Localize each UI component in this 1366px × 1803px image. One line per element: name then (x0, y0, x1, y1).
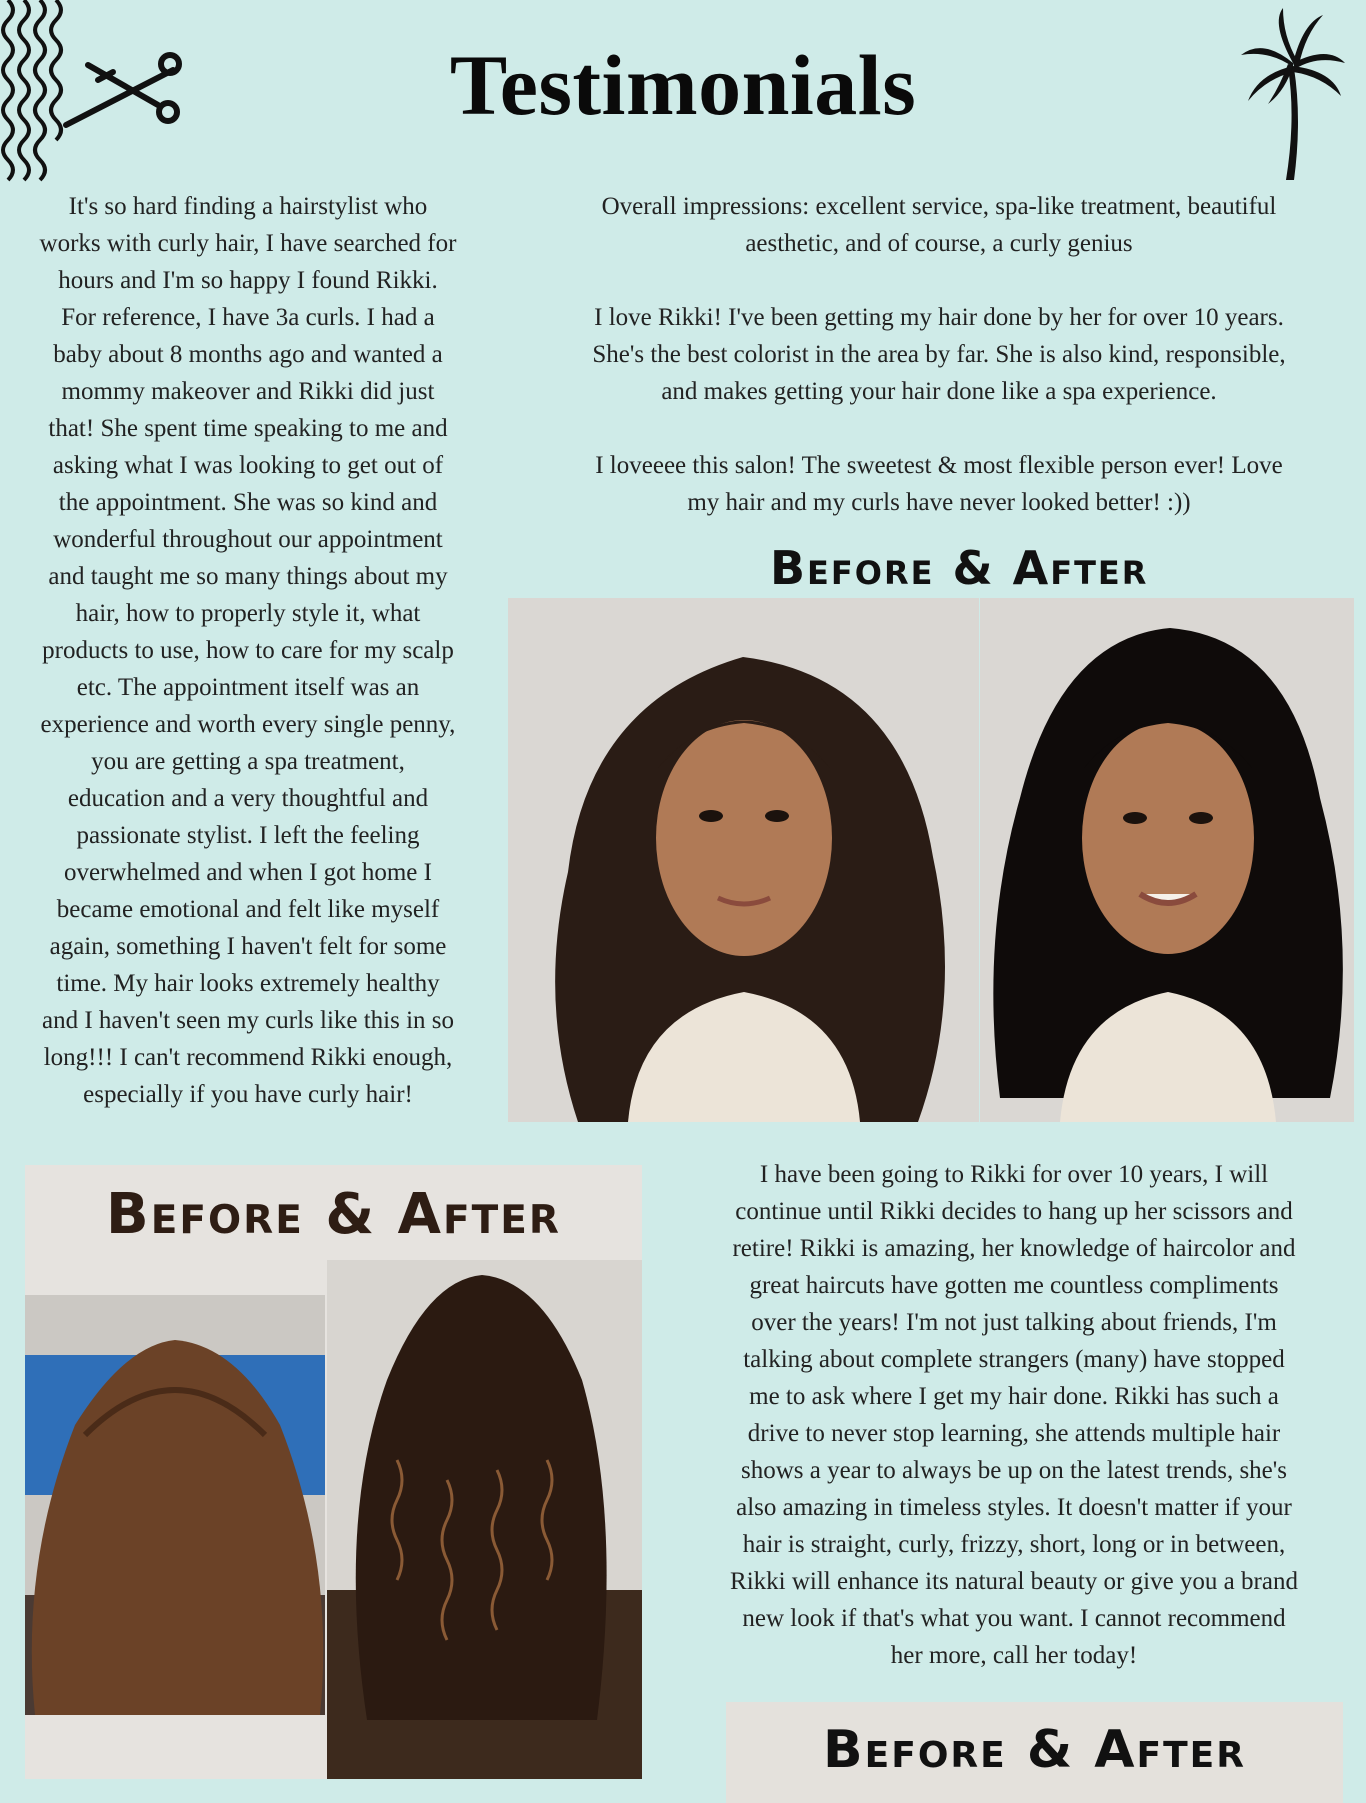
before-after-panel (726, 1702, 1343, 1803)
testimonial-ten-years: I have been going to Rikki for over 10 years, I will continue until Rikki decides to hang up her scissors and retire! Rikki is amazing, her knowledge of haircolor and great haircuts have gotten me countless compliments over the years! I'm not just talking about friends, I'm talking about complete strangers (many) have stopped me to ask where I get my hair done. Rikki has such a drive to never stop learning, she attends multiple hair shows a year to always be up on the latest trends, she's also amazing in timeless styles. It doesn't matter if your hair is straight, curly, frizzy, short, long or in between, Rikki will enhance its natural beauty or give you a brand new look if that's what you want. I cannot recommend her more, call her today! (730, 1161, 1298, 1669)
before-after-heading: Before & After (823, 1720, 1246, 1780)
testimonial-salon: I loveeee this salon! The sweetest & most flexible person ever! Love my hair and my curls have never looked better! :)) (595, 452, 1283, 516)
palm-tree-icon (1238, 8, 1348, 183)
testimonial-overall: Overall impressions: excellent service, spa-like treatment, beautiful aesthetic, and of course, a curly genius (601, 193, 1277, 257)
before-photo-back (25, 1295, 325, 1715)
before-after-heading: Before & After (770, 541, 1149, 595)
after-photo-back (327, 1260, 642, 1779)
testimonial-colorist: I love Rikki! I've been getting my hair done by her for over 10 years. She's the best colorist in the area by far. She is also kind, responsible, and makes getting your hair done like a spa experience. (592, 304, 1286, 405)
page-title: Testimonials (449, 37, 917, 133)
before-after-collage (25, 1165, 642, 1779)
testimonial-left: It's so hard finding a hairstylist who works with curly hair, I have searched for hours and I'm so happy I found Rikki. For reference, I have 3a curls. I had a baby about 8 months ago and wanted a mommy makeover and Rikki did just that! She spent time speaking to me and asking what I was looking to get out of the appointment. She was so kind and wonderful throughout our appointment and taught me so many things about my hair, how to properly style it, what products to use, how to care for my scalp etc. The appointment itself was an experience and worth every single penny, you are getting a spa treatment, education and a very thoughtful and passionate stylist. I left the feeling overwhelmed and when I got home I became emotional and felt like myself again, something I haven't felt for some time. My hair looks extremely healthy and I haven't seen my curls like this in so long!!! I can't recommend Rikki enough, especially if you have curly hair! (39, 193, 457, 1108)
before-after-heading: Before & After (106, 1182, 561, 1247)
after-photo-portrait (980, 598, 1354, 1122)
before-photo-portrait (508, 598, 979, 1122)
